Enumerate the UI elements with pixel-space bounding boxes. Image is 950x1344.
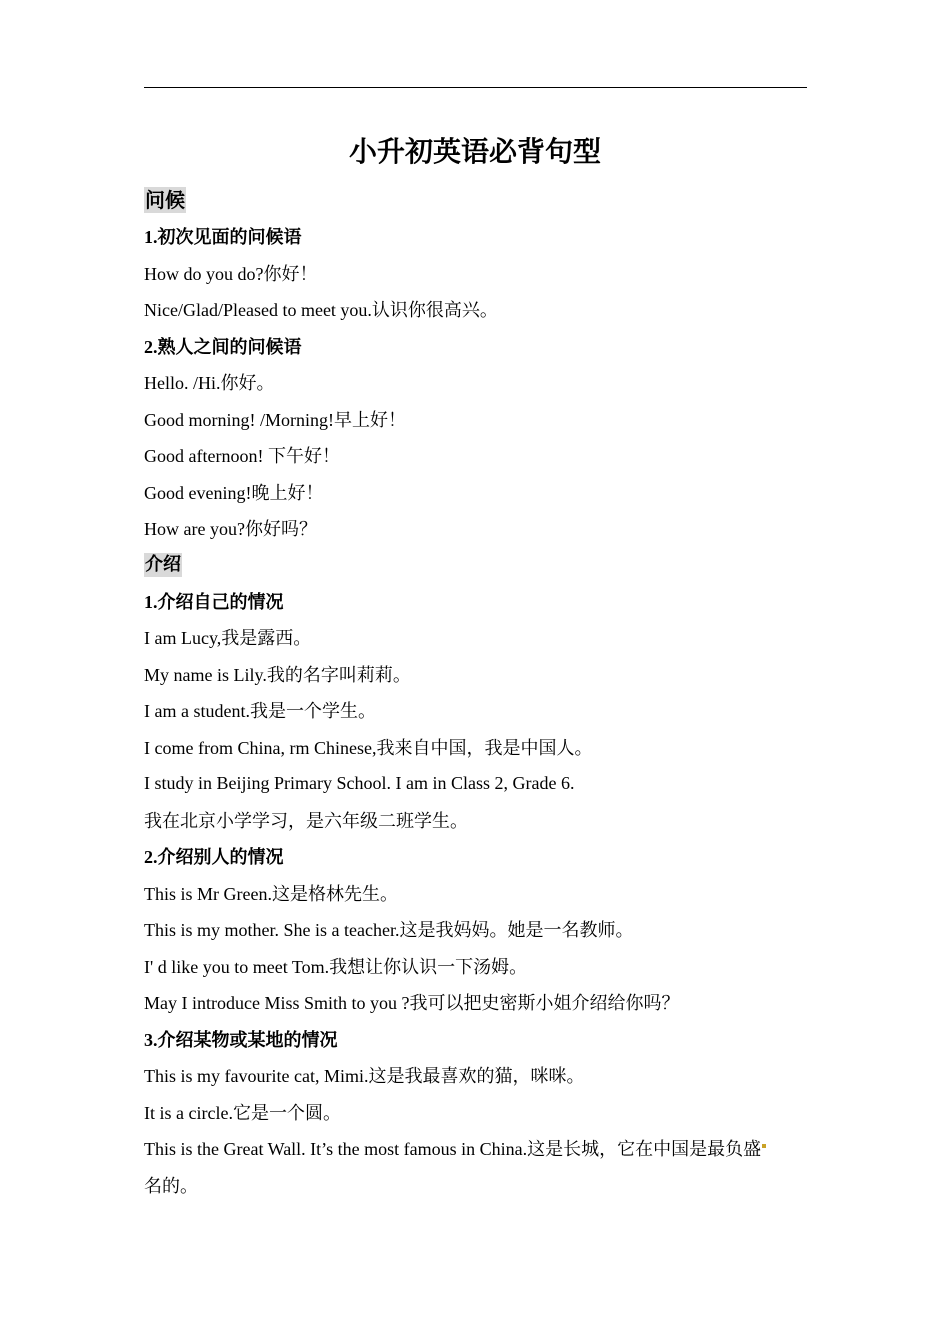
subheading-row [144,328,814,365]
sentence-line: I study in Beijing Primary School. I am in Class 2, Grade 6. [144,772,575,793]
sentence-line: This is the Great Wall. It’s the most famous in China.这是长城，它在中国是最负盛 [144,1139,762,1160]
text-line [144,984,814,1021]
text-line [144,255,814,292]
section-heading: 介绍 [145,553,181,575]
text-line [144,1130,814,1167]
sentence-line: I' d like you to meet Tom.我想让你认识一下汤姆。 [144,956,528,977]
sentence-line: I come from China, rm Chinese,我来自中国，我是中国人。 [144,737,593,758]
edit-mark-icon [762,1144,766,1148]
subheading-row [144,1021,814,1058]
sentence-line: How are you?你好吗？ [144,519,317,540]
document-title: 小升初英语必背句型 [348,135,601,168]
text-line [144,474,814,511]
subheading: 3.介绍某物或某地的情况 [144,1029,338,1050]
subheading-row [144,218,814,255]
sentence-line: How do you do?你好！ [144,263,318,284]
text-line [144,802,814,839]
sentence-line: This is my favourite cat, Mimi.这是我最喜欢的猫，咪咪。 [144,1066,585,1087]
subheading-row [144,583,814,620]
sentence-line: 名的。 [144,1175,198,1196]
subheading: 1.初次见面的问候语 [144,227,302,248]
section-greetings-heading-row [144,182,814,218]
sentence-line: Good morning! /Morning!早上好！ [144,409,406,430]
header-rule [144,87,807,88]
text-line [144,510,814,547]
sentence-line: 我在北京小学学习，是六年级二班学生。 [144,810,468,831]
sentence-line: Hello. /Hi.你好。 [144,373,275,394]
subheading: 2.熟人之间的问候语 [144,336,302,357]
document-body [144,182,814,1203]
section-introductions-heading-row [144,547,814,583]
sentence-line: Good afternoon! 下午好！ [144,446,340,467]
sentence-line: I am Lucy,我是露西。 [144,628,312,649]
text-line [144,619,814,656]
text-line [144,911,814,948]
text-line [144,692,814,729]
sentence-line: It is a circle.它是一个圆。 [144,1102,341,1123]
text-line [144,437,814,474]
text-line [144,765,814,802]
text-line [144,656,814,693]
sentence-line: My name is Lily.我的名字叫莉莉。 [144,664,411,685]
text-line [144,364,814,401]
text-line [144,401,814,438]
subheading: 1.介绍自己的情况 [144,591,284,612]
sentence-line: I am a student.我是一个学生。 [144,701,376,722]
section-heading: 问候 [145,188,185,212]
text-line [144,1094,814,1131]
subheading-row [144,838,814,875]
sentence-line: Nice/Glad/Pleased to meet you.认识你很高兴。 [144,300,498,321]
subheading: 2.介绍别人的情况 [144,847,284,868]
sentence-line: This is my mother. She is a teacher.这是我妈妈。她是一名教师。 [144,920,634,941]
text-line [144,291,814,328]
sentence-line: May I introduce Miss Smith to you ?我可以把史密斯小姐介绍给你吗？ [144,993,680,1014]
text-line [144,948,814,985]
text-line [144,1167,814,1204]
sentence-line: This is Mr Green.这是格林先生。 [144,883,398,904]
text-line [144,875,814,912]
sentence-line: Good evening!晚上好！ [144,482,324,503]
text-line [144,1057,814,1094]
text-line [144,729,814,766]
